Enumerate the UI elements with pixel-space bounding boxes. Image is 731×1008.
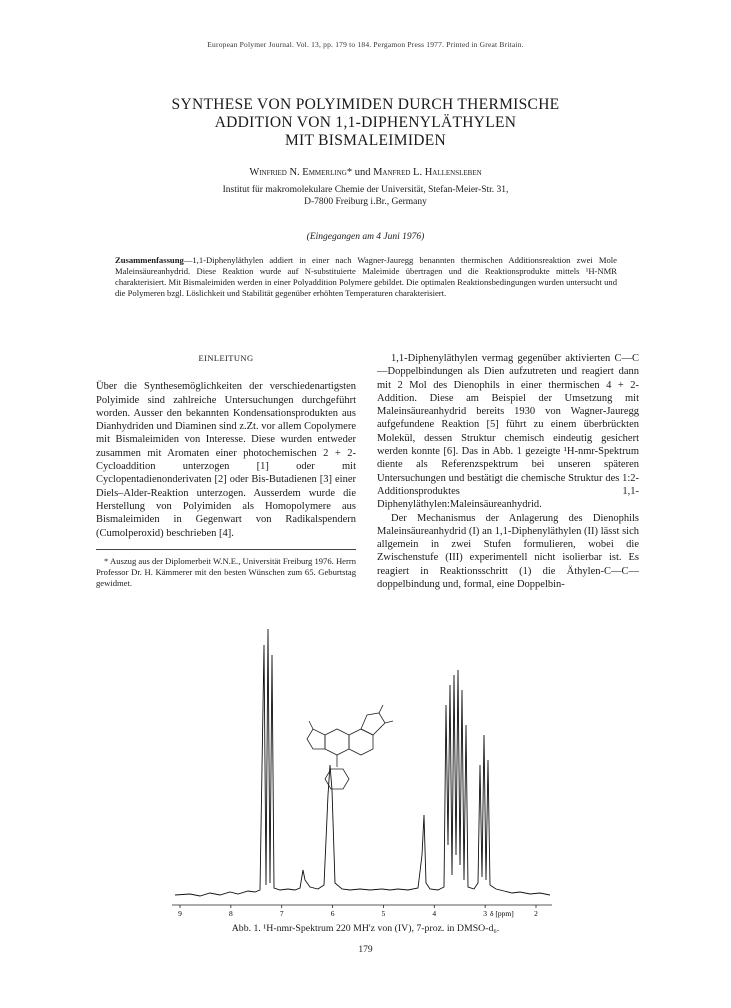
axis-tick-labels [178, 909, 538, 918]
footnote-divider [96, 549, 356, 550]
right-column [377, 352, 639, 591]
axis-tick-label: 5 [381, 909, 386, 918]
axis-tick-label: 4 [432, 909, 437, 918]
spectrum-trace [175, 629, 550, 896]
introduction-paragraph: Über die Synthesemöglichkeiten der verschiedenartigsten Polyimide sind zahlreiche Untersuchungen durchgeführt worden. Ausser den bekannten Kondensationsprodukten aus Dianhydriden und Diaminen sind z.Zt. vor allem Copolymere mit Bismaleimiden von Interesse. Diese wurden entweder zusammen mit Aromaten einer photochemischen 2 + 2-Cycloaddition unterzogen [1] oder mit Cyclopentadienonderivaten [2] oder Bis-Butadienen [3] einer Diels–Alder-Reaktion unterzogen. Ausserdem wurde die Herstellung von Polyimiden als Homopolymere aus Bismaleimiden in Gegenwart von Radikalspendern (Cumolperoxid) beschrieben [4]. [96, 381, 356, 539]
institution-line-1: Institut für makromolekulare Chemie der Universität, Stefan-Meier-Str. 31, [222, 185, 509, 195]
institution-line-2: D-7800 Freiburg i.Br., Germany [304, 196, 427, 207]
title-line-1: SYNTHESE VON POLYIMIDEN DURCH THERMISCHE [171, 96, 560, 113]
axis-tick-label: 2 [534, 909, 538, 918]
received-date: (Eingegangen am 4 Juni 1976) [306, 232, 425, 242]
axis-tick-label: 6 [330, 909, 335, 918]
left-column [96, 352, 356, 589]
author-1: Winfried N. Emmerling* [249, 167, 353, 178]
page-number: 179 [358, 945, 373, 955]
nmr-spectrum-figure [160, 615, 560, 920]
author-2: Manfred L. Hallensleben [373, 167, 482, 178]
axis-tick-label: 8 [228, 909, 233, 918]
axis-unit-label: δ [ppm] [490, 909, 514, 918]
abstract [115, 255, 617, 299]
figure-caption: Abb. 1. ¹H-nmr-Spektrum 220 MH'z von (IV), 7-proz. in DMSO-d₆. [231, 923, 500, 934]
institution [0, 185, 731, 208]
right-paragraph-1: 1,1-Diphenyläthylen vermag gegenüber aktivierten C—C—Doppelbindungen als Dien aufzutreten und reagiert dann mit 2 Mol des Dienophils in einer thermischen 4 + 2-Addition. Diese am Beispiel der Umsetzung mit Maleinsäureanhydrid bereits 1930 von Wagner-Jauregg aufgefundene Reaktion [5] führt zu einem überbrückten Molekül, dessen Struktur chemisch eindeutig gesichert werden konnte [6]. Das in Abb. 1 gezeigte ¹H-nmr-Spektrum diente als Referenzspektrum bei unseren späteren Untersuchungen und bestätigt die chemische Struktur des 1:2-Additionsproduktes 1,1-Diphenyläthylen:Maleinsäureanhydrid. [377, 353, 639, 511]
structure-diagram [307, 705, 393, 789]
abstract-text: —1,1-Diphenyläthylen addiert in einer nach Wagner-Jauregg benannten thermischen Additionsreaktion zwei Mole Maleinsäureanhydrid. Diese Reaktion wurde auf N-substituierte Maleimide übertragen und die Reaktionsprodukte mittels ¹H-NMR charakterisiert. Mit Bismaleimiden werden in einer Polyaddition Polymere gebildet. Die optimalen Reaktionsbedingungen wurden untersucht und die Polymeren bzgl. Löslichkeit und Stabilität gegenüber erhöhten Temperaturen charakterisiert. [115, 255, 617, 298]
right-paragraph-2: Der Mechanismus der Anlagerung des Dienophils Maleinsäureanhydrid (I) an 1,1-Diphenyläthylen (II) lässt sich allgemein in zwei Stufen formulieren, wobei die Zwischenstufe (III) experimentell nicht isolierbar ist. Es reagiert in Reaktionsschritt (1) die Äthylen-C—C—doppelbindung und, formal, eine Doppelbin- [377, 512, 639, 591]
title-line-2: ADDITION VON 1,1-DIPHENYLÄTHYLEN [214, 114, 517, 131]
axis-tick-label: 9 [178, 909, 182, 918]
footnote: * Auszug aus der Diplomerbeit W.N.E., Universität Freiburg 1976. Herrn Professor Dr. H. Kämmerer mit den besten Wünschen zum 65. Geburtstag gewidmet. [96, 555, 356, 588]
authors [0, 167, 731, 178]
axis-tick-label: 3 [483, 909, 488, 918]
axis-tick-label: 7 [279, 909, 284, 918]
article-title [60, 96, 671, 150]
axis-ticks [180, 905, 536, 908]
running-head: European Polymer Journal. Vol. 13, pp. 179 to 184. Pergamon Press 1977. Printed in Great Britain. [207, 40, 524, 49]
title-line-3: MIT BISMALEIMIDEN [284, 132, 447, 149]
section-heading: EINLEITUNG [198, 353, 254, 363]
abstract-label: Zusammenfassung [115, 255, 184, 265]
author-joiner: und [352, 167, 374, 178]
